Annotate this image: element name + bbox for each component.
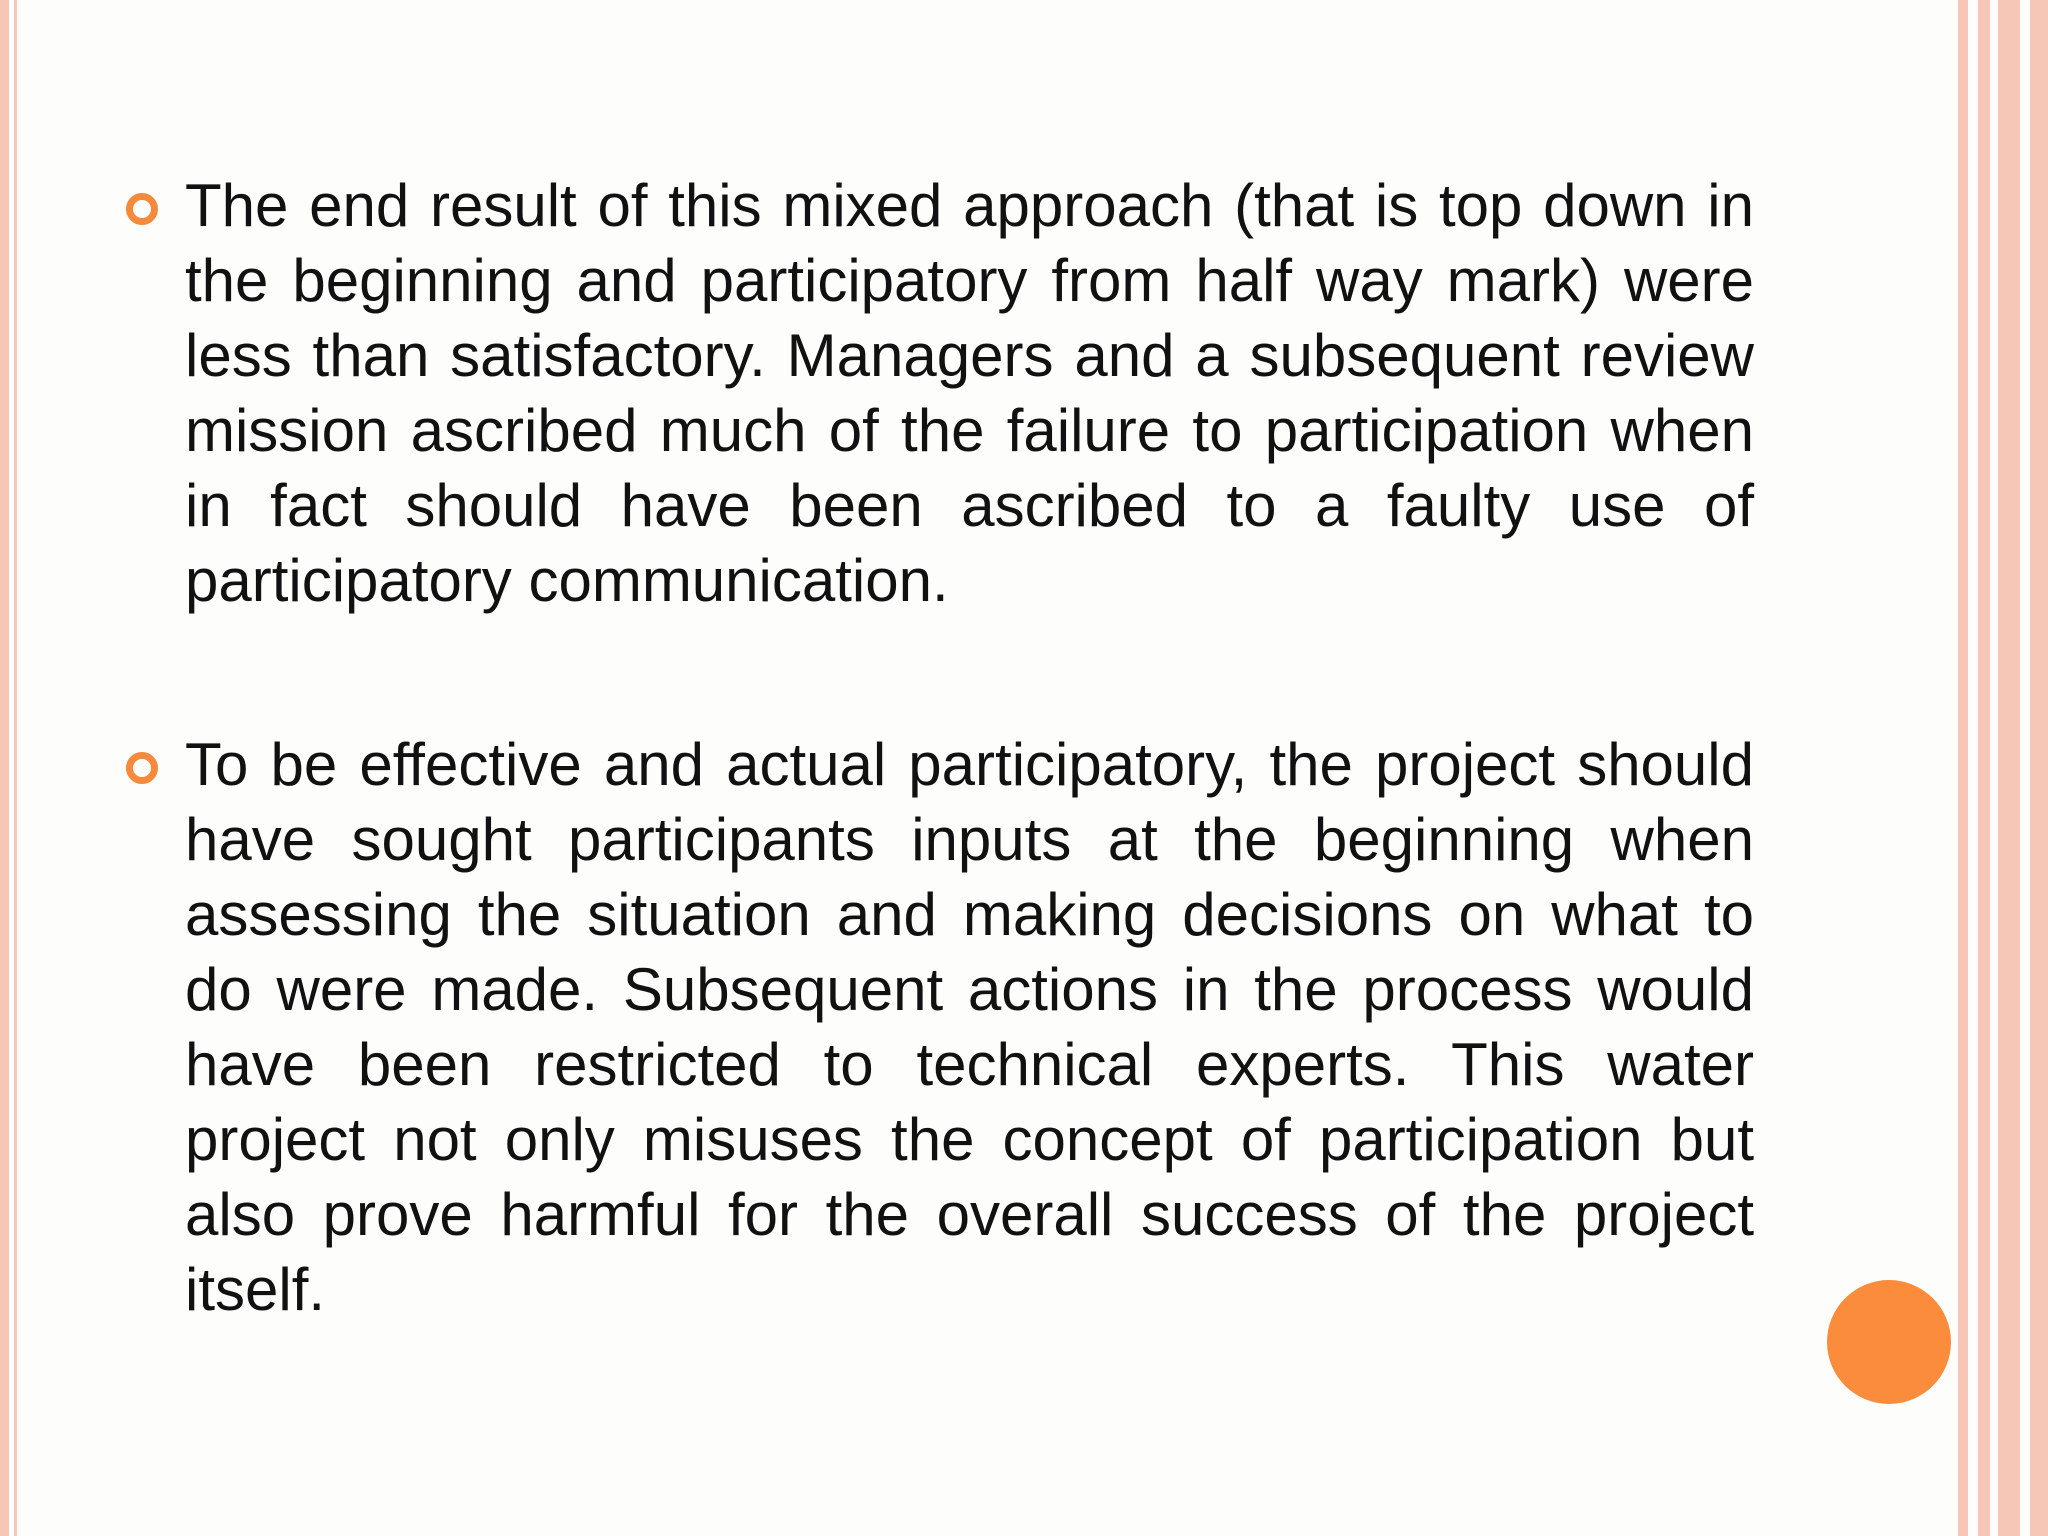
circle-bullet-icon [126, 752, 158, 784]
left-border-stripe-inner [14, 0, 17, 1536]
right-border-stripe [2030, 0, 2048, 1536]
slide-body [126, 168, 1754, 1327]
right-border-stripe [1958, 0, 1968, 1536]
circle-bullet-icon [126, 193, 158, 225]
right-border-stripe [1998, 0, 2020, 1536]
bullet-item [126, 727, 1754, 1327]
decorative-circle [1827, 1280, 1951, 1404]
bullet-item [126, 168, 1754, 618]
right-border-stripe [1978, 0, 1990, 1536]
left-border-stripe [0, 0, 9, 1536]
bullet-text: To be effective and actual participatory, the project should have sought participants inputs at the beginning when assessing the situation and making decisions on what to do were made. Subsequent actions in the process would have been restricted to technical experts. This water project not only misuses the concept of participation but also prove harmful for the overall success of the project itself. [185, 731, 1754, 1323]
bullet-text: The end result of this mixed approach (that is top down in the beginning and participatory from half way mark) were less than satisfactory. Managers and a subsequent review mission ascribed much of the failure to participation when in fact should have been ascribed to a faulty use of participatory communication. [185, 172, 1754, 614]
